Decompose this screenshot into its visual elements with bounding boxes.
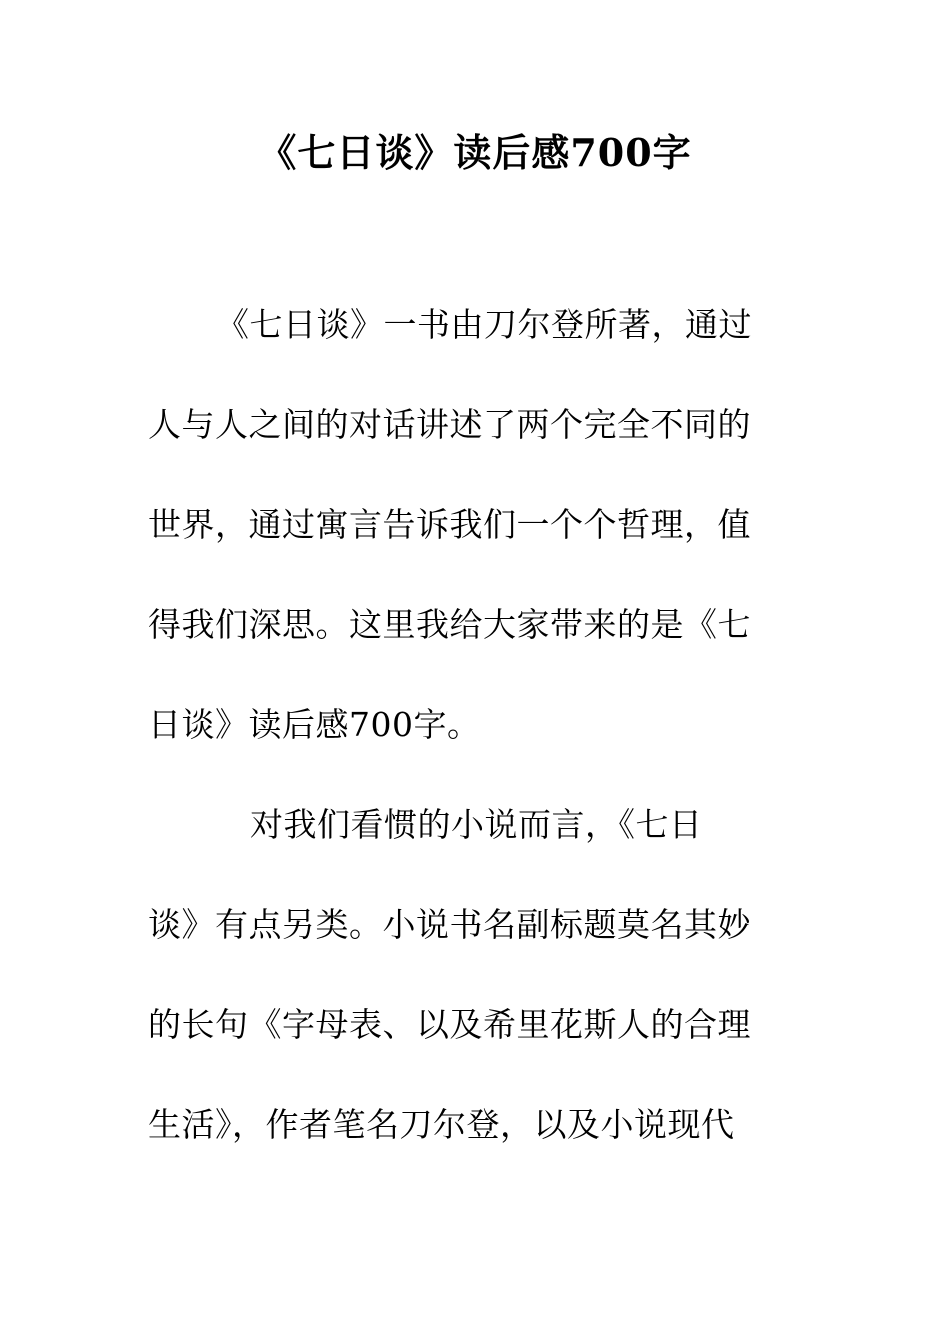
paragraph-line: 世界，通过寓言告诉我们一个个哲理，值 bbox=[148, 505, 751, 544]
paragraph-line: 生活》，作者笔名刀尔登，以及小说现代 bbox=[148, 1105, 735, 1144]
paragraph-line: 的长句《字母表、以及希里花斯人的合理 bbox=[148, 1005, 751, 1044]
document-body bbox=[148, 300, 778, 1200]
paragraph-line: 谈》有点另类。小说书名副标题莫名其妙 bbox=[148, 905, 751, 944]
paragraph-line: 对我们看惯的小说而言，《七日 bbox=[250, 805, 703, 844]
paragraph-line: 《七日谈》一书由刀尔登所著，通过 bbox=[216, 305, 752, 344]
paragraph-line: 日谈》读后感700字。 bbox=[148, 705, 481, 744]
paragraph-line: 得我们深思。这里我给大家带来的是《七 bbox=[148, 605, 751, 644]
paragraph-line: 人与人之间的对话讲述了两个完全不同的 bbox=[148, 405, 751, 444]
document-title: 《七日谈》读后感700字 bbox=[258, 130, 692, 175]
